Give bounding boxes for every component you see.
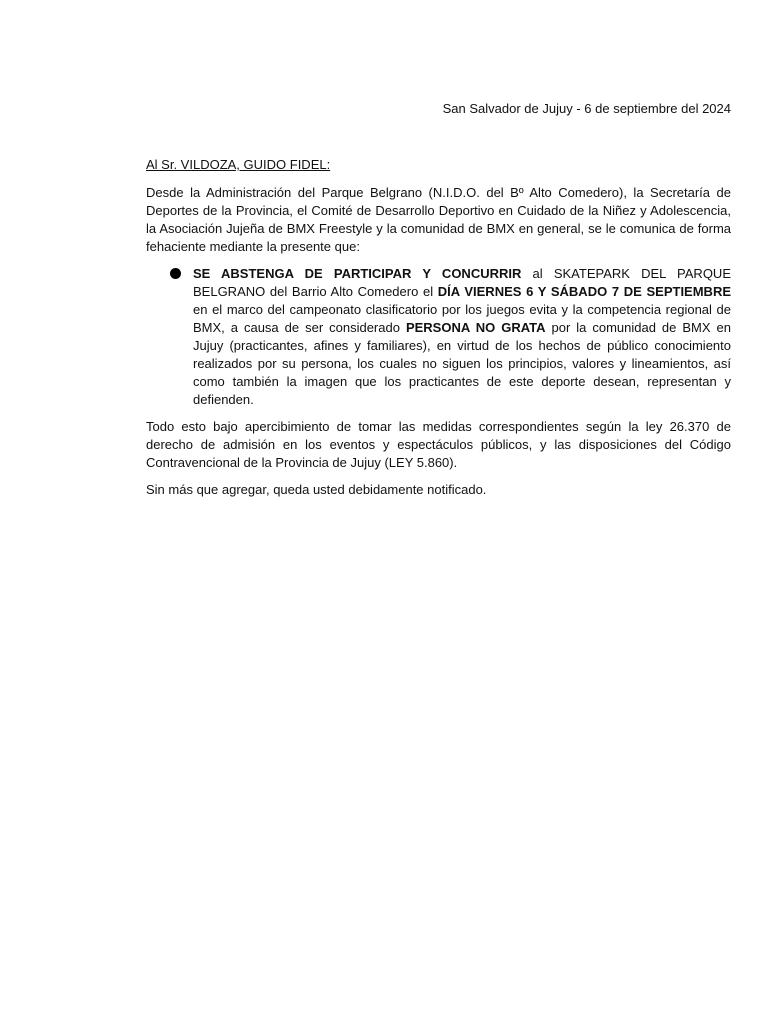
bullet-text-2: en el marco del campeonato clasificatorio por los juegos evita y la competencia regional de BMX, a causa de ser considerado bbox=[193, 302, 731, 335]
bullet-item bbox=[146, 265, 731, 409]
bullet-bold-3: PERSONA NO GRATA bbox=[405, 320, 546, 335]
warning-paragraph: Todo esto bajo apercibimiento de tomar las medidas correspondientes según la ley 26.370 de derecho de admisión en los eventos y espectáculos públicos, y las disposiciones del Código Contravencional de la Provincia de Jujuy (LEY 5.860). bbox=[146, 419, 731, 470]
bullet-dot-icon bbox=[170, 268, 181, 279]
date-line: San Salvador de Jujuy - 6 de septiembre del 2024 bbox=[442, 101, 731, 116]
letter-page bbox=[146, 100, 731, 508]
bullet-bold-2: DÍA VIERNES 6 Y SÁBADO 7 DE SEPTIEMBRE bbox=[437, 284, 731, 299]
closing-paragraph: Sin más que agregar, queda usted debidamente notificado. bbox=[146, 482, 487, 497]
bullet-text-3: por la comunidad de BMX en Jujuy (practicantes, afines y familiares), en virtud de los hechos de público conocimiento realizados por su persona, los cuales no siguen los principios, valores y lineamientos, así como también la imagen que los practicantes de este deporte desean, representan y defienden. bbox=[193, 320, 731, 407]
greeting: Al Sr. VILDOZA, GUIDO FIDEL: bbox=[146, 157, 331, 172]
bullet-text-1: al SKATEPARK DEL PARQUE BELGRANO del Barrio Alto Comedero el bbox=[193, 266, 731, 299]
bullet-bold-1: SE ABSTENGA DE PARTICIPAR Y CONCURRIR bbox=[193, 266, 522, 281]
intro-paragraph: Desde la Administración del Parque Belgrano (N.I.D.O. del Bº Alto Comedero), la Secretaría de Deportes de la Provincia, el Comité de Desarrollo Deportivo en Cuidado de la Niñez y Adolescencia, la Asociación Jujeña de BMX Freestyle y la comunidad de BMX en general, se le comunica de forma fehaciente mediante la presente que: bbox=[146, 185, 731, 254]
